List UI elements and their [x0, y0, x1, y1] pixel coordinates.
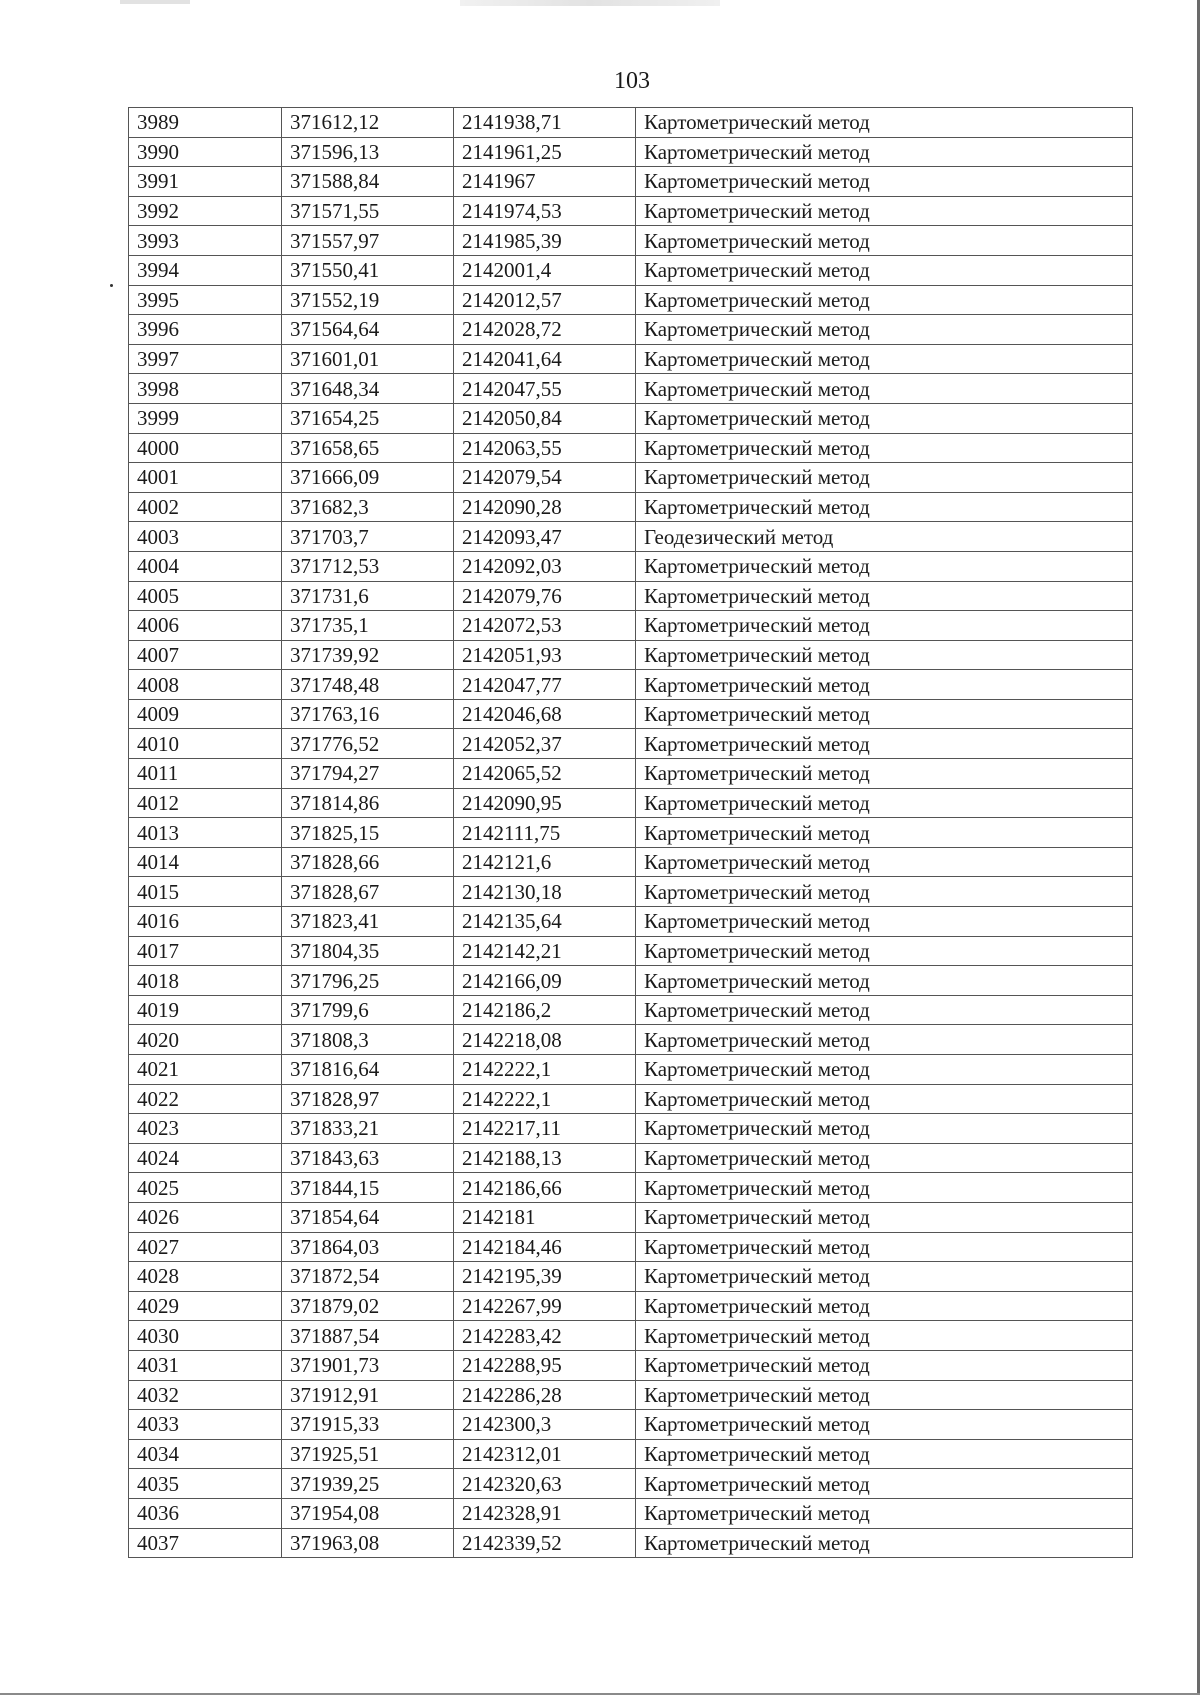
x-coordinate-cell: 371823,41 — [282, 907, 454, 937]
point-number-cell: 4002 — [129, 492, 282, 522]
method-cell: Картометрический метод — [636, 759, 1133, 789]
method-cell: Картометрический метод — [636, 729, 1133, 759]
x-coordinate-cell: 371954,08 — [282, 1498, 454, 1528]
x-coordinate-cell: 371794,27 — [282, 759, 454, 789]
x-coordinate-cell: 371887,54 — [282, 1321, 454, 1351]
x-coordinate-cell: 371552,19 — [282, 285, 454, 315]
method-cell: Картометрический метод — [636, 1469, 1133, 1499]
point-number-cell: 4022 — [129, 1084, 282, 1114]
y-coordinate-cell: 2142079,54 — [454, 463, 636, 493]
x-coordinate-cell: 371763,16 — [282, 699, 454, 729]
y-coordinate-cell: 2142046,68 — [454, 699, 636, 729]
table-row — [129, 1084, 1133, 1114]
y-coordinate-cell: 2142312,01 — [454, 1439, 636, 1469]
y-coordinate-cell: 2142111,75 — [454, 818, 636, 848]
table-row — [129, 1202, 1133, 1232]
point-number-cell: 4014 — [129, 847, 282, 877]
y-coordinate-cell: 2142041,64 — [454, 344, 636, 374]
y-coordinate-cell: 2142052,37 — [454, 729, 636, 759]
method-cell: Картометрический метод — [636, 611, 1133, 641]
table-row — [129, 226, 1133, 256]
y-coordinate-cell: 2142181 — [454, 1202, 636, 1232]
table-row — [129, 670, 1133, 700]
x-coordinate-cell: 371588,84 — [282, 167, 454, 197]
x-coordinate-cell: 371833,21 — [282, 1114, 454, 1144]
x-coordinate-cell: 371731,6 — [282, 581, 454, 611]
page-number: 103 — [614, 68, 650, 94]
table-row — [129, 137, 1133, 167]
table-row — [129, 877, 1133, 907]
point-number-cell: 4026 — [129, 1202, 282, 1232]
method-cell: Картометрический метод — [636, 1380, 1133, 1410]
point-number-cell: 4016 — [129, 907, 282, 937]
table-row — [129, 1143, 1133, 1173]
y-coordinate-cell: 2142222,1 — [454, 1055, 636, 1085]
method-cell: Картометрический метод — [636, 1321, 1133, 1351]
method-cell: Геодезический метод — [636, 522, 1133, 552]
point-number-cell: 4018 — [129, 966, 282, 996]
y-coordinate-cell: 2142028,72 — [454, 315, 636, 345]
y-coordinate-cell: 2142093,47 — [454, 522, 636, 552]
point-number-cell: 4036 — [129, 1498, 282, 1528]
point-number-cell: 4021 — [129, 1055, 282, 1085]
y-coordinate-cell: 2142186,2 — [454, 995, 636, 1025]
point-number-cell: 4003 — [129, 522, 282, 552]
y-coordinate-cell: 2142286,28 — [454, 1380, 636, 1410]
x-coordinate-cell: 371648,34 — [282, 374, 454, 404]
method-cell: Картометрический метод — [636, 1439, 1133, 1469]
point-number-cell: 4017 — [129, 936, 282, 966]
x-coordinate-cell: 371825,15 — [282, 818, 454, 848]
point-number-cell: 3997 — [129, 344, 282, 374]
method-cell: Картометрический метод — [636, 374, 1133, 404]
method-cell: Картометрический метод — [636, 551, 1133, 581]
method-cell: Картометрический метод — [636, 137, 1133, 167]
method-cell: Картометрический метод — [636, 818, 1133, 848]
table-row — [129, 640, 1133, 670]
x-coordinate-cell: 371828,66 — [282, 847, 454, 877]
x-coordinate-cell: 371915,33 — [282, 1410, 454, 1440]
table-row — [129, 581, 1133, 611]
table-row — [129, 1025, 1133, 1055]
table-row — [129, 1380, 1133, 1410]
table-row — [129, 433, 1133, 463]
method-cell: Картометрический метод — [636, 1232, 1133, 1262]
method-cell: Картометрический метод — [636, 1114, 1133, 1144]
method-cell: Картометрический метод — [636, 108, 1133, 138]
point-number-cell: 4030 — [129, 1321, 282, 1351]
x-coordinate-cell: 371963,08 — [282, 1528, 454, 1558]
x-coordinate-cell: 371814,86 — [282, 788, 454, 818]
point-number-cell: 4007 — [129, 640, 282, 670]
y-coordinate-cell: 2142065,52 — [454, 759, 636, 789]
y-coordinate-cell: 2142288,95 — [454, 1350, 636, 1380]
table-row — [129, 403, 1133, 433]
x-coordinate-cell: 371901,73 — [282, 1350, 454, 1380]
x-coordinate-cell: 371654,25 — [282, 403, 454, 433]
method-cell: Картометрический метод — [636, 403, 1133, 433]
y-coordinate-cell: 2142328,91 — [454, 1498, 636, 1528]
method-cell: Картометрический метод — [636, 907, 1133, 937]
x-coordinate-cell: 371799,6 — [282, 995, 454, 1025]
point-number-cell: 4012 — [129, 788, 282, 818]
y-coordinate-cell: 2141961,25 — [454, 137, 636, 167]
y-coordinate-cell: 2142072,53 — [454, 611, 636, 641]
y-coordinate-cell: 2142135,64 — [454, 907, 636, 937]
point-number-cell: 3999 — [129, 403, 282, 433]
x-coordinate-cell: 371712,53 — [282, 551, 454, 581]
point-number-cell: 3994 — [129, 255, 282, 285]
x-coordinate-cell: 371557,97 — [282, 226, 454, 256]
y-coordinate-cell: 2142195,39 — [454, 1262, 636, 1292]
method-cell: Картометрический метод — [636, 1410, 1133, 1440]
table-row — [129, 315, 1133, 345]
y-coordinate-cell: 2142320,63 — [454, 1469, 636, 1499]
table-row — [129, 966, 1133, 996]
method-cell: Картометрический метод — [636, 1055, 1133, 1085]
table-row — [129, 759, 1133, 789]
point-number-cell: 4011 — [129, 759, 282, 789]
y-coordinate-cell: 2142092,03 — [454, 551, 636, 581]
y-coordinate-cell: 2142184,46 — [454, 1232, 636, 1262]
point-number-cell: 4023 — [129, 1114, 282, 1144]
x-coordinate-cell: 371879,02 — [282, 1291, 454, 1321]
point-number-cell: 4006 — [129, 611, 282, 641]
method-cell: Картометрический метод — [636, 463, 1133, 493]
y-coordinate-cell: 2142079,76 — [454, 581, 636, 611]
point-number-cell: 4008 — [129, 670, 282, 700]
y-coordinate-cell: 2141967 — [454, 167, 636, 197]
table-row — [129, 699, 1133, 729]
method-cell: Картометрический метод — [636, 315, 1133, 345]
x-coordinate-cell: 371612,12 — [282, 108, 454, 138]
table-row — [129, 1350, 1133, 1380]
table-row — [129, 108, 1133, 138]
table-row — [129, 1528, 1133, 1558]
table-row — [129, 1321, 1133, 1351]
scan-speck — [110, 284, 113, 287]
table-row — [129, 1498, 1133, 1528]
table-row — [129, 344, 1133, 374]
method-cell: Картометрический метод — [636, 640, 1133, 670]
y-coordinate-cell: 2142012,57 — [454, 285, 636, 315]
y-coordinate-cell: 2142188,13 — [454, 1143, 636, 1173]
table-row — [129, 1114, 1133, 1144]
x-coordinate-cell: 371703,7 — [282, 522, 454, 552]
table-row — [129, 729, 1133, 759]
x-coordinate-cell: 371854,64 — [282, 1202, 454, 1232]
point-number-cell: 4001 — [129, 463, 282, 493]
method-cell: Картометрический метод — [636, 1528, 1133, 1558]
x-coordinate-cell: 371864,03 — [282, 1232, 454, 1262]
table-row — [129, 788, 1133, 818]
y-coordinate-cell: 2142051,93 — [454, 640, 636, 670]
y-coordinate-cell: 2142166,09 — [454, 966, 636, 996]
x-coordinate-cell: 371872,54 — [282, 1262, 454, 1292]
method-cell: Картометрический метод — [636, 581, 1133, 611]
method-cell: Картометрический метод — [636, 1291, 1133, 1321]
method-cell: Картометрический метод — [636, 670, 1133, 700]
point-number-cell: 4031 — [129, 1350, 282, 1380]
table-row — [129, 1232, 1133, 1262]
point-number-cell: 4019 — [129, 995, 282, 1025]
point-number-cell: 3989 — [129, 108, 282, 138]
point-number-cell: 3996 — [129, 315, 282, 345]
x-coordinate-cell: 371776,52 — [282, 729, 454, 759]
point-number-cell: 3990 — [129, 137, 282, 167]
y-coordinate-cell: 2142050,84 — [454, 403, 636, 433]
table-row — [129, 492, 1133, 522]
x-coordinate-cell: 371844,15 — [282, 1173, 454, 1203]
table-row — [129, 818, 1133, 848]
point-number-cell: 4000 — [129, 433, 282, 463]
y-coordinate-cell: 2142300,3 — [454, 1410, 636, 1440]
y-coordinate-cell: 2142001,4 — [454, 255, 636, 285]
method-cell: Картометрический метод — [636, 1173, 1133, 1203]
coordinates-table — [128, 107, 1133, 1558]
point-number-cell: 4028 — [129, 1262, 282, 1292]
x-coordinate-cell: 371748,48 — [282, 670, 454, 700]
method-cell: Картометрический метод — [636, 966, 1133, 996]
x-coordinate-cell: 371601,01 — [282, 344, 454, 374]
method-cell: Картометрический метод — [636, 847, 1133, 877]
method-cell: Картометрический метод — [636, 1084, 1133, 1114]
x-coordinate-cell: 371925,51 — [282, 1439, 454, 1469]
scan-artifact-top-left — [120, 0, 190, 4]
point-number-cell: 4015 — [129, 877, 282, 907]
x-coordinate-cell: 371843,63 — [282, 1143, 454, 1173]
y-coordinate-cell: 2141974,53 — [454, 196, 636, 226]
x-coordinate-cell: 371596,13 — [282, 137, 454, 167]
method-cell: Картометрический метод — [636, 1350, 1133, 1380]
table-row — [129, 1469, 1133, 1499]
y-coordinate-cell: 2142218,08 — [454, 1025, 636, 1055]
table-row — [129, 463, 1133, 493]
method-cell: Картометрический метод — [636, 226, 1133, 256]
point-number-cell: 4035 — [129, 1469, 282, 1499]
point-number-cell: 4025 — [129, 1173, 282, 1203]
y-coordinate-cell: 2142130,18 — [454, 877, 636, 907]
point-number-cell: 3993 — [129, 226, 282, 256]
point-number-cell: 4024 — [129, 1143, 282, 1173]
method-cell: Картометрический метод — [636, 1498, 1133, 1528]
table-row — [129, 551, 1133, 581]
table-row — [129, 1173, 1133, 1203]
x-coordinate-cell: 371658,65 — [282, 433, 454, 463]
y-coordinate-cell: 2142283,42 — [454, 1321, 636, 1351]
method-cell: Картометрический метод — [636, 1143, 1133, 1173]
point-number-cell: 3991 — [129, 167, 282, 197]
table-row — [129, 1439, 1133, 1469]
x-coordinate-cell: 371808,3 — [282, 1025, 454, 1055]
method-cell: Картометрический метод — [636, 285, 1133, 315]
y-coordinate-cell: 2142121,6 — [454, 847, 636, 877]
table-row — [129, 285, 1133, 315]
y-coordinate-cell: 2142142,21 — [454, 936, 636, 966]
x-coordinate-cell: 371828,97 — [282, 1084, 454, 1114]
y-coordinate-cell: 2142090,95 — [454, 788, 636, 818]
point-number-cell: 3998 — [129, 374, 282, 404]
y-coordinate-cell: 2142217,11 — [454, 1114, 636, 1144]
table-row — [129, 1262, 1133, 1292]
table-row — [129, 522, 1133, 552]
point-number-cell: 4010 — [129, 729, 282, 759]
x-coordinate-cell: 371550,41 — [282, 255, 454, 285]
point-number-cell: 4029 — [129, 1291, 282, 1321]
coordinates-table-body — [129, 108, 1133, 1558]
x-coordinate-cell: 371828,67 — [282, 877, 454, 907]
point-number-cell: 3995 — [129, 285, 282, 315]
y-coordinate-cell: 2141985,39 — [454, 226, 636, 256]
x-coordinate-cell: 371804,35 — [282, 936, 454, 966]
table-row — [129, 995, 1133, 1025]
point-number-cell: 3992 — [129, 196, 282, 226]
x-coordinate-cell: 371564,64 — [282, 315, 454, 345]
table-row — [129, 167, 1133, 197]
y-coordinate-cell: 2142090,28 — [454, 492, 636, 522]
x-coordinate-cell: 371682,3 — [282, 492, 454, 522]
table-row — [129, 1410, 1133, 1440]
table-row — [129, 1291, 1133, 1321]
method-cell: Картометрический метод — [636, 1025, 1133, 1055]
method-cell: Картометрический метод — [636, 1262, 1133, 1292]
point-number-cell: 4004 — [129, 551, 282, 581]
point-number-cell: 4032 — [129, 1380, 282, 1410]
table-row — [129, 847, 1133, 877]
y-coordinate-cell: 2142186,66 — [454, 1173, 636, 1203]
point-number-cell: 4034 — [129, 1439, 282, 1469]
y-coordinate-cell: 2142047,77 — [454, 670, 636, 700]
table-row — [129, 907, 1133, 937]
x-coordinate-cell: 371912,91 — [282, 1380, 454, 1410]
x-coordinate-cell: 371571,55 — [282, 196, 454, 226]
table-row — [129, 255, 1133, 285]
x-coordinate-cell: 371739,92 — [282, 640, 454, 670]
method-cell: Картометрический метод — [636, 699, 1133, 729]
point-number-cell: 4005 — [129, 581, 282, 611]
method-cell: Картометрический метод — [636, 936, 1133, 966]
method-cell: Картометрический метод — [636, 877, 1133, 907]
x-coordinate-cell: 371939,25 — [282, 1469, 454, 1499]
x-coordinate-cell: 371816,64 — [282, 1055, 454, 1085]
y-coordinate-cell: 2142267,99 — [454, 1291, 636, 1321]
y-coordinate-cell: 2142063,55 — [454, 433, 636, 463]
method-cell: Картометрический метод — [636, 167, 1133, 197]
x-coordinate-cell: 371735,1 — [282, 611, 454, 641]
x-coordinate-cell: 371796,25 — [282, 966, 454, 996]
table-row — [129, 196, 1133, 226]
y-coordinate-cell: 2142339,52 — [454, 1528, 636, 1558]
point-number-cell: 4037 — [129, 1528, 282, 1558]
point-number-cell: 4027 — [129, 1232, 282, 1262]
method-cell: Картометрический метод — [636, 433, 1133, 463]
scan-artifact-top — [460, 0, 720, 6]
method-cell: Картометрический метод — [636, 196, 1133, 226]
table-row — [129, 374, 1133, 404]
method-cell: Картометрический метод — [636, 788, 1133, 818]
point-number-cell: 4033 — [129, 1410, 282, 1440]
x-coordinate-cell: 371666,09 — [282, 463, 454, 493]
method-cell: Картометрический метод — [636, 995, 1133, 1025]
y-coordinate-cell: 2141938,71 — [454, 108, 636, 138]
method-cell: Картометрический метод — [636, 344, 1133, 374]
y-coordinate-cell: 2142222,1 — [454, 1084, 636, 1114]
method-cell: Картометрический метод — [636, 255, 1133, 285]
point-number-cell: 4009 — [129, 699, 282, 729]
table-row — [129, 936, 1133, 966]
table-row — [129, 1055, 1133, 1085]
point-number-cell: 4013 — [129, 818, 282, 848]
method-cell: Картометрический метод — [636, 492, 1133, 522]
y-coordinate-cell: 2142047,55 — [454, 374, 636, 404]
table-row — [129, 611, 1133, 641]
point-number-cell: 4020 — [129, 1025, 282, 1055]
method-cell: Картометрический метод — [636, 1202, 1133, 1232]
